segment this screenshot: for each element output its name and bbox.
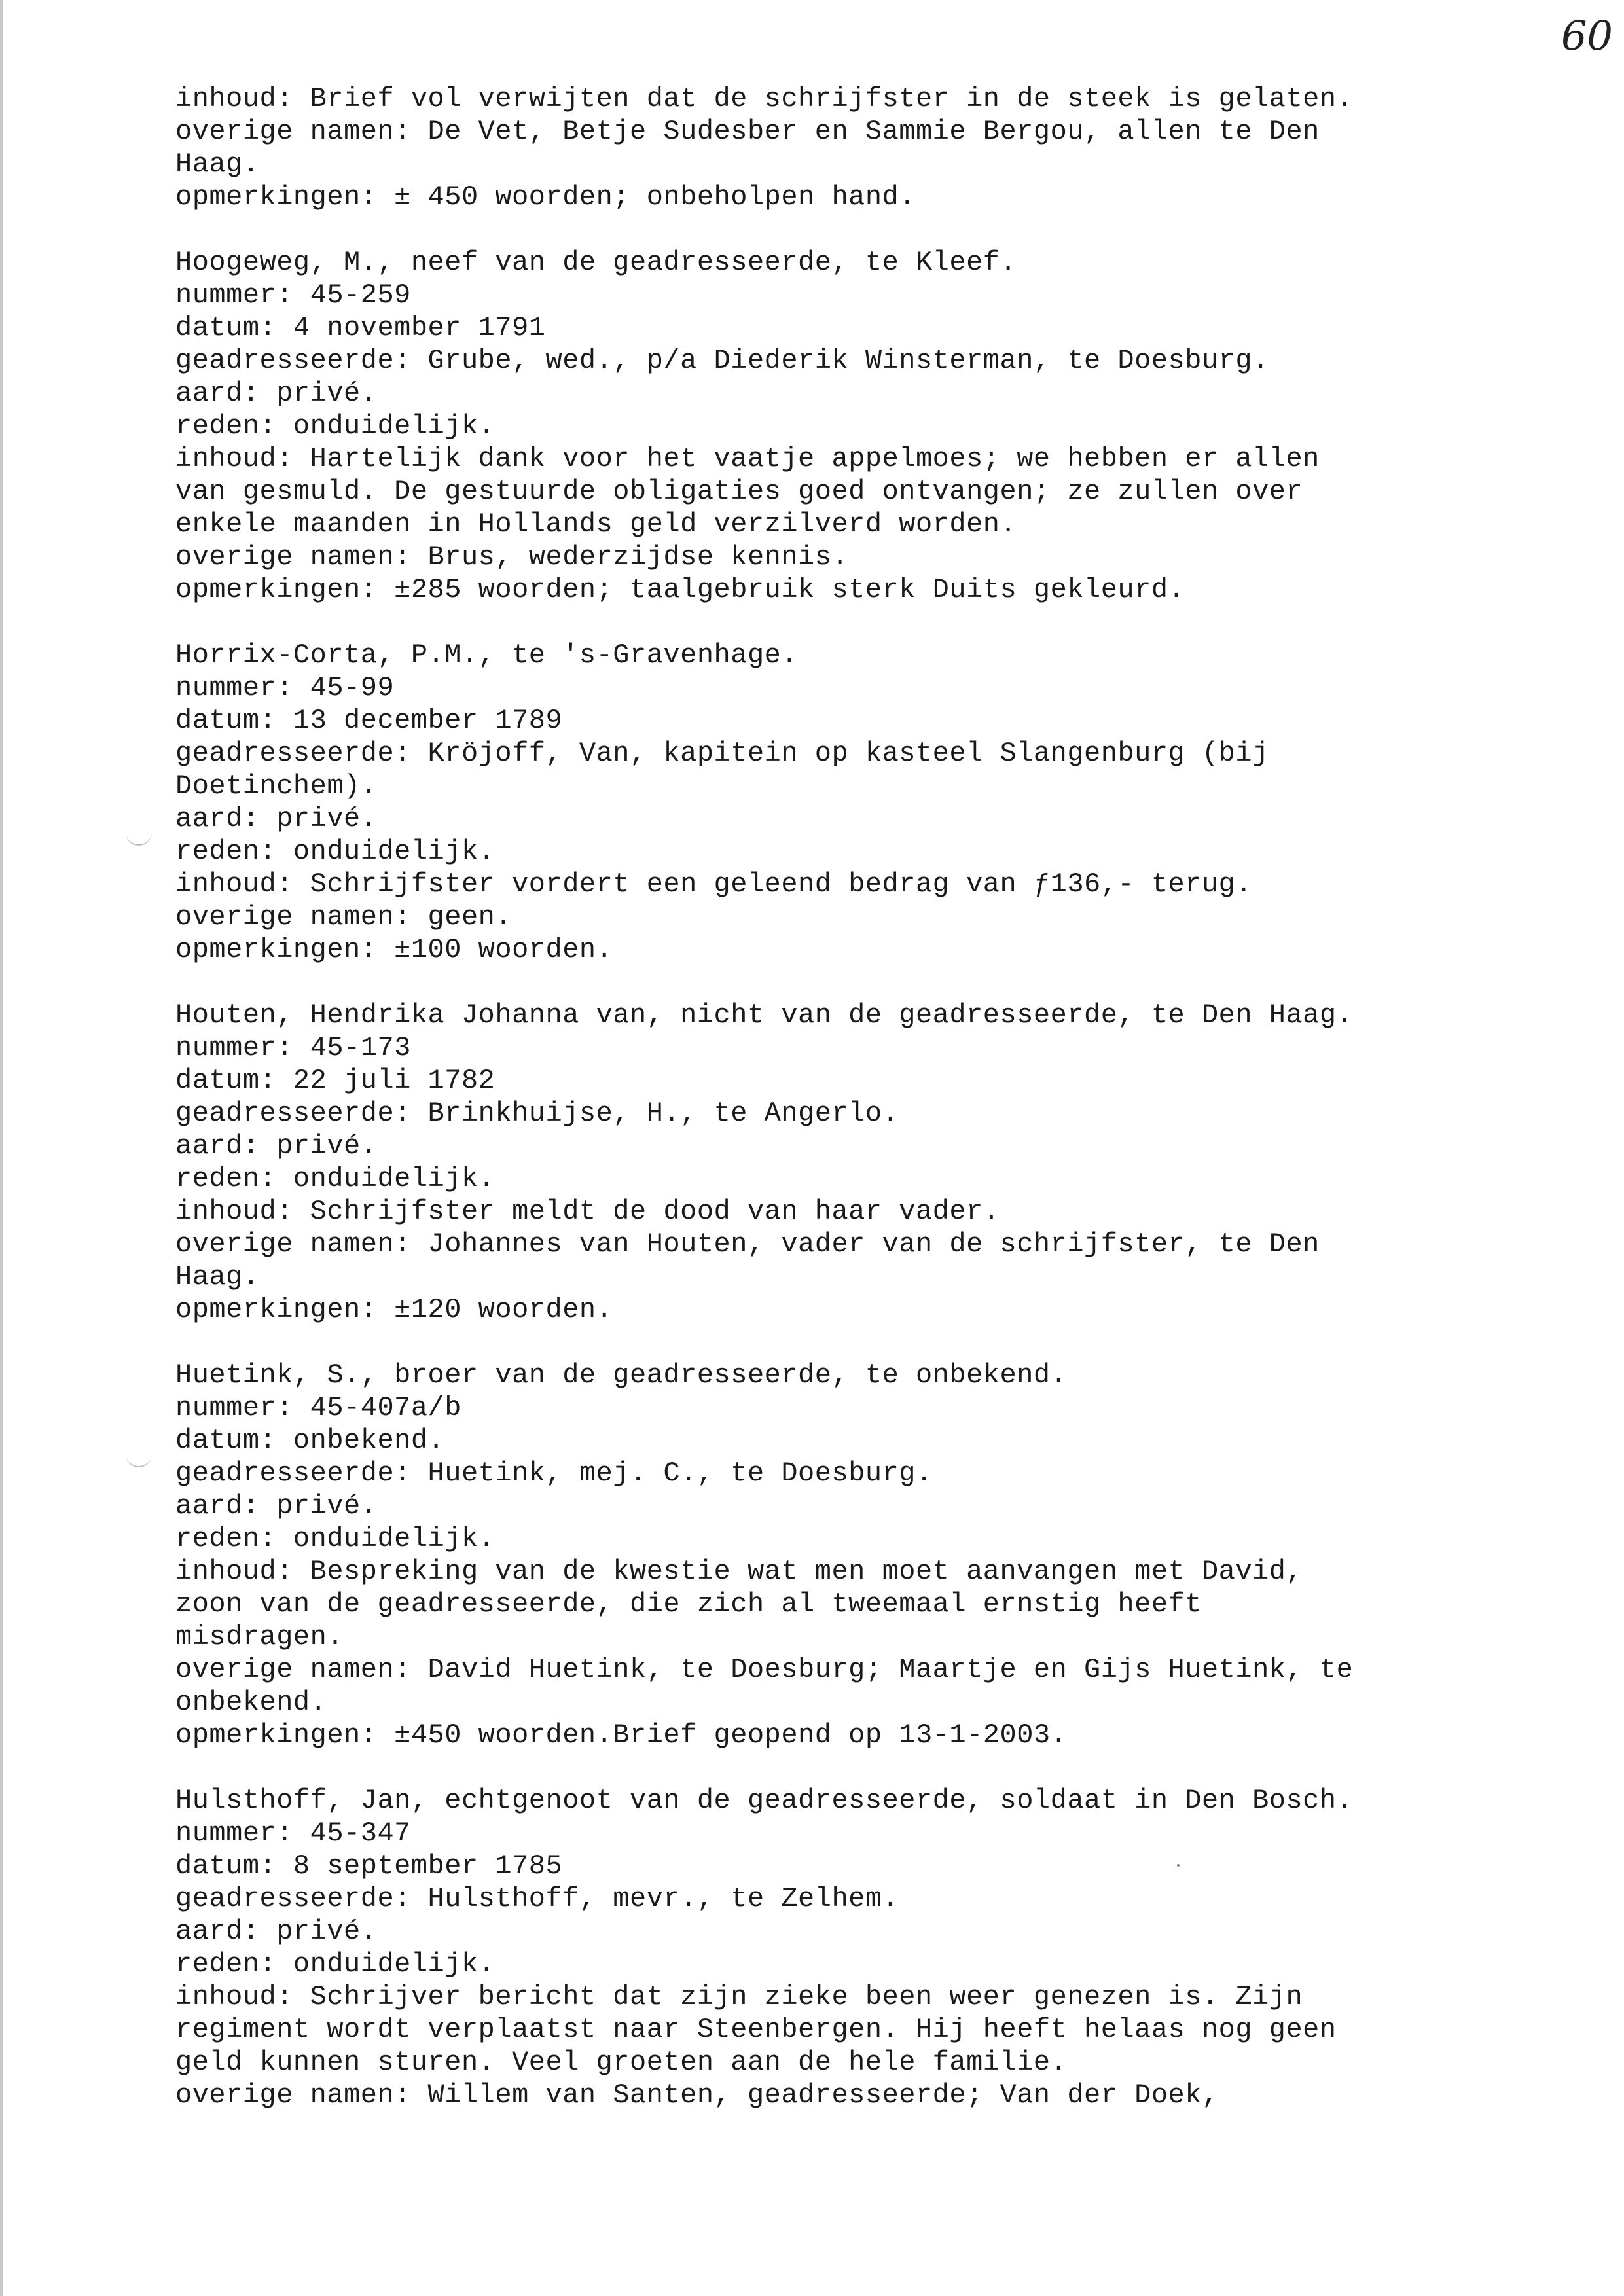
entry-line: geadresseerde: Brinkhuijse, H., te Angerlo.: [175, 1098, 899, 1129]
entry-line: Haag.: [175, 1261, 260, 1293]
entry-line: inhoud: Schrijfster meldt de dood van haar vader.: [175, 1196, 1000, 1227]
entry-heading: Hoogeweg, M., neef van de geadresseerde, te Kleef.: [175, 247, 1017, 278]
entry-line: inhoud: Brief vol verwijten dat de schrijfster in de steek is gelaten.: [175, 83, 1354, 115]
entry-line: nummer: 45-407a/b: [175, 1392, 461, 1424]
entry-line: reden: onduidelijk.: [175, 1163, 496, 1194]
entry-line: nummer: 45-259: [175, 279, 411, 311]
entry-line: overige namen: geen.: [175, 901, 513, 933]
entry-line: regiment wordt verplaatst naar Steenbergen. Hij heeft helaas nog geen: [175, 2014, 1337, 2045]
entry-line: geadresseerde: Kröjoff, Van, kapitein op kasteel Slangenburg (bij: [175, 738, 1269, 769]
entry-line: aard: privé.: [175, 1916, 378, 1947]
entry-line: geadresseerde: Hulsthoff, mevr., te Zelhem.: [175, 1883, 899, 1914]
punch-mark: [126, 831, 152, 846]
entry-line: inhoud: Bespreking van de kwestie wat men moet aanvangen met David,: [175, 1556, 1303, 1587]
entry: [175, 999, 1485, 1326]
entry: [175, 1359, 1485, 1751]
entry-line: opmerkingen: ±100 woorden.: [175, 934, 613, 965]
entry-heading: Houten, Hendrika Johanna van, nicht van de geadresseerde, te Den Haag.: [175, 999, 1354, 1031]
entry-heading: Huetink, S., broer van de geadresseerde, te onbekend.: [175, 1359, 1068, 1391]
entry-line: aard: privé.: [175, 1490, 378, 1522]
entry-line: opmerkingen: ± 450 woorden; onbeholpen hand.: [175, 181, 916, 213]
entry-line: nummer: 45-347: [175, 1818, 411, 1849]
document-body: [175, 82, 1485, 2111]
entry-line: Doetinchem).: [175, 770, 378, 802]
entry-line: nummer: 45-99: [175, 672, 395, 704]
entry: [175, 1784, 1485, 2111]
entry-line: opmerkingen: ±120 woorden.: [175, 1294, 613, 1325]
entry-line: aard: privé.: [175, 803, 378, 834]
entry-line: opmerkingen: ±285 woorden; taalgebruik sterk Duits gekleurd.: [175, 574, 1185, 605]
entry-line: reden: onduidelijk.: [175, 1523, 496, 1554]
entry-line: datum: onbekend.: [175, 1425, 445, 1456]
entry-line: opmerkingen: ±450 woorden.Brief geopend op 13-1-2003.: [175, 1719, 1068, 1751]
entry-line: datum: 22 juli 1782: [175, 1065, 496, 1096]
entry-line: overige namen: Willem van Santen, geadresseerde; Van der Doek,: [175, 2079, 1219, 2111]
entry-line: reden: onduidelijk.: [175, 836, 496, 867]
entry-line: aard: privé.: [175, 1130, 378, 1162]
entry-line: inhoud: Schrijver bericht dat zijn zieke been weer genezen is. Zijn: [175, 1981, 1303, 2013]
entry-line: geadresseerde: Huetink, mej. C., te Doesburg.: [175, 1458, 933, 1489]
entry-line: datum: 13 december 1789: [175, 705, 563, 736]
entry-line: aard: privé.: [175, 378, 378, 409]
entry-line: geld kunnen sturen. Veel groeten aan de hele familie.: [175, 2047, 1068, 2078]
entry-line: overige namen: Brus, wederzijdse kennis.: [175, 541, 849, 573]
entry: [175, 639, 1485, 966]
entry-line: geadresseerde: Grube, wed., p/a Diederik Winsterman, te Doesburg.: [175, 345, 1269, 376]
entry: [175, 82, 1485, 213]
entry-line: zoon van de geadresseerde, die zich al tweemaal ernstig heeft: [175, 1588, 1202, 1620]
entry-line: reden: onduidelijk.: [175, 1948, 496, 1980]
page-number: 60: [1561, 12, 1613, 60]
entry-line: datum: 8 september 1785: [175, 1850, 563, 1882]
entry-line: overige namen: De Vet, Betje Sudesber en Sammie Bergou, allen te Den: [175, 116, 1320, 147]
entry-line: overige namen: Johannes van Houten, vader van de schrijfster, te Den: [175, 1229, 1320, 1260]
entry-line: Haag.: [175, 149, 260, 180]
entry-line: inhoud: Hartelijk dank voor het vaatje appelmoes; we hebben er allen: [175, 443, 1320, 475]
entry-line: inhoud: Schrijfster vordert een geleend bedrag van ƒ136,- terug.: [175, 869, 1253, 900]
entry-line: onbekend.: [175, 1687, 327, 1718]
entry-line: overige namen: David Huetink, te Doesburg; Maartje en Gijs Huetink, te: [175, 1654, 1354, 1685]
page-edge: [0, 0, 3, 2296]
entry-line: misdragen.: [175, 1621, 344, 1653]
entry-line: reden: onduidelijk.: [175, 410, 496, 442]
entry-heading: Hulsthoff, Jan, echtgenoot van de geadresseerde, soldaat in Den Bosch.: [175, 1785, 1354, 1816]
entry-line: nummer: 45-173: [175, 1032, 411, 1064]
punch-mark: [126, 1453, 152, 1467]
entry-line: van gesmuld. De gestuurde obligaties goed ontvangen; ze zullen over: [175, 476, 1303, 507]
entry-heading: Horrix-Corta, P.M., te 's-Gravenhage.: [175, 639, 799, 671]
entry-line: enkele maanden in Hollands geld verzilverd worden.: [175, 509, 1017, 540]
entry-line: datum: 4 november 1791: [175, 312, 546, 344]
entry: [175, 246, 1485, 606]
